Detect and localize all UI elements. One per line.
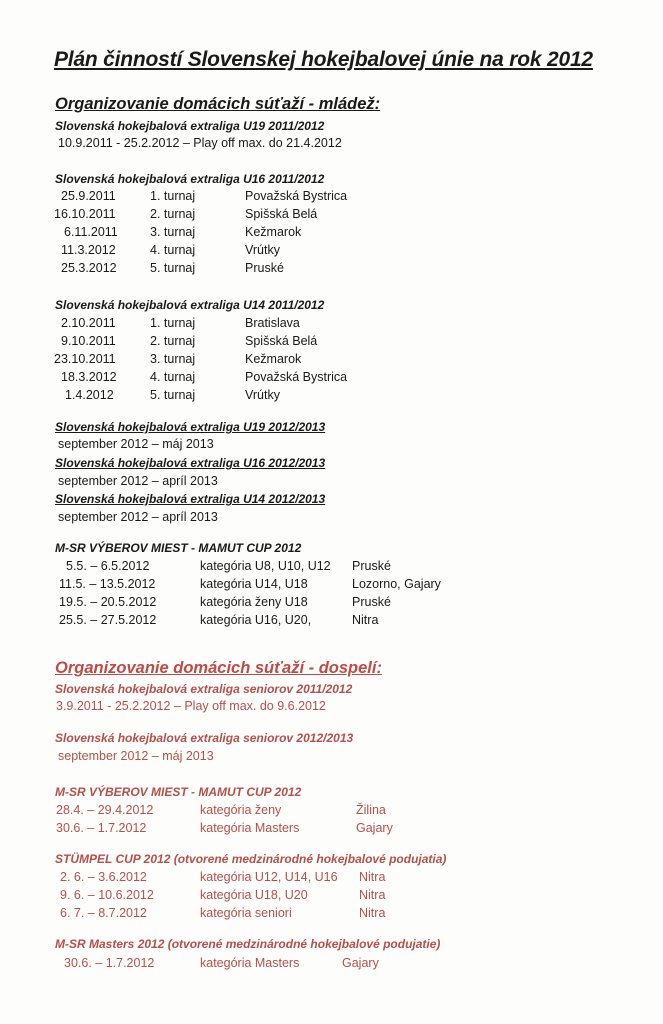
row-date: 30.6. – 1.7.2012 — [64, 956, 155, 970]
masters-title: M-SR Masters 2012 (otvorené medzinárodné hokejbalové podujatie) — [55, 937, 441, 951]
table-row — [0, 225, 663, 243]
u19-2012-title: Slovenská hokejbalová extraliga U19 2012/2013 — [55, 420, 326, 434]
row-place: Spišská Belá — [245, 207, 318, 221]
row-category: kategória U8, U10, U12 — [200, 559, 331, 573]
row-place: Považská Bystrica — [245, 189, 348, 203]
u19-2012-dates: september 2012 – máj 2013 — [58, 437, 214, 451]
row-date: 1.4.2012 — [65, 388, 114, 402]
u16-2012-title: Slovenská hokejbalová extraliga U16 2012/2013 — [55, 456, 326, 470]
table-row — [0, 243, 663, 261]
row-category: kategória U16, U20, — [200, 613, 312, 627]
row-date: 9.10.2011 — [61, 334, 116, 348]
row-place: Považská Bystrica — [245, 370, 348, 384]
row-round: 4. turnaj — [150, 370, 196, 384]
row-date: 23.10.2011 — [54, 352, 116, 366]
row-place: Kežmarok — [245, 352, 302, 366]
row-category: kategória U18, U20 — [200, 888, 308, 902]
table-row — [0, 334, 663, 352]
row-date: 11.5. – 13.5.2012 — [59, 577, 156, 591]
mamut-adult-title: M-SR VÝBEROV MIEST - MAMUT CUP 2012 — [55, 785, 302, 799]
table-row — [0, 207, 663, 225]
row-round: 2. turnaj — [150, 207, 196, 221]
table-row — [0, 956, 663, 974]
table-row — [0, 577, 663, 595]
row-date: 30.6. – 1.7.2012 — [56, 821, 147, 835]
u19-2011-dates: 10.9.2011 - 25.2.2012 – Play off max. do 21.4.2012 — [58, 136, 342, 150]
table-row — [0, 559, 663, 577]
row-place: Gajary — [356, 821, 393, 835]
table-row — [0, 189, 663, 207]
row-category: kategória U12, U14, U16 — [200, 870, 338, 884]
table-row — [0, 888, 663, 906]
row-round: 1. turnaj — [150, 316, 196, 330]
row-place: Pruské — [245, 261, 284, 275]
row-date: 6.11.2011 — [64, 225, 118, 239]
u14-2012-title: Slovenská hokejbalová extraliga U14 2012/2013 — [55, 492, 326, 506]
table-row — [0, 316, 663, 334]
adult-heading: Organizovanie domácich súťaží - dospelí: — [55, 659, 382, 677]
row-round: 3. turnaj — [150, 352, 196, 366]
table-row — [0, 821, 663, 839]
row-place: Gajary — [342, 956, 379, 970]
table-row — [0, 870, 663, 888]
seniors-2012-dates: september 2012 – máj 2013 — [58, 749, 214, 763]
row-place: Kežmarok — [245, 225, 302, 239]
seniors-2012-title: Slovenská hokejbalová extraliga seniorov 2012/2013 — [55, 731, 354, 745]
row-place: Bratislava — [245, 316, 300, 330]
row-category: kategória Masters — [200, 956, 300, 970]
row-round: 5. turnaj — [150, 261, 196, 275]
row-place: Lozorno, Gajary — [352, 577, 441, 591]
row-date: 5.5. – 6.5.2012 — [66, 559, 150, 573]
table-row — [0, 261, 663, 279]
row-date: 2.10.2011 — [61, 316, 116, 330]
row-place: Žilina — [356, 803, 386, 817]
u19-2011-title: Slovenská hokejbalová extraliga U19 2011/2012 — [55, 119, 325, 133]
row-round: 4. turnaj — [150, 243, 196, 257]
row-category: kategória ženy U18 — [200, 595, 308, 609]
row-category: kategória U14, U18 — [200, 577, 308, 591]
stumpel-title: STÜMPEL CUP 2012 (otvorené medzinárodné hokejbalové podujatia) — [55, 852, 447, 866]
row-date: 9. 6. – 10.6.2012 — [60, 888, 154, 902]
youth-heading: Organizovanie domácich súťaží - mládež: — [55, 95, 381, 113]
row-place: Nitra — [359, 870, 386, 884]
table-row — [0, 370, 663, 388]
u14-2012-dates: september 2012 – apríl 2013 — [58, 510, 218, 524]
page-title: Plán činností Slovenskej hokejbalovej únie na rok 2012 — [54, 48, 593, 71]
table-row — [0, 595, 663, 613]
row-date: 16.10.2011 — [54, 207, 116, 221]
table-row — [0, 803, 663, 821]
row-date: 11.3.2012 — [61, 243, 116, 257]
row-date: 18.3.2012 — [61, 370, 117, 384]
row-round: 3. turnaj — [150, 225, 196, 239]
row-place: Pruské — [352, 595, 391, 609]
table-row — [0, 352, 663, 370]
row-date: 25.9.2011 — [61, 189, 116, 203]
row-round: 2. turnaj — [150, 334, 196, 348]
row-round: 5. turnaj — [150, 388, 196, 402]
row-place: Vrútky — [245, 388, 280, 402]
row-category: kategória Masters — [200, 821, 300, 835]
seniors-2011-dates: 3.9.2011 - 25.2.2012 – Play off max. do 9.6.2012 — [56, 699, 326, 713]
table-row — [0, 906, 663, 924]
table-row — [0, 613, 663, 631]
row-category: kategória ženy — [200, 803, 282, 817]
row-date: 25.3.2012 — [61, 261, 117, 275]
row-place: Nitra — [359, 888, 386, 902]
mamut-youth-title: M-SR VÝBEROV MIEST - MAMUT CUP 2012 — [55, 541, 302, 555]
u16-2012-dates: september 2012 – apríl 2013 — [58, 474, 218, 488]
u14-2011-title: Slovenská hokejbalová extraliga U14 2011/2012 — [55, 298, 325, 312]
row-date: 28.4. – 29.4.2012 — [56, 803, 154, 817]
table-row — [0, 388, 663, 406]
row-category: kategória seniori — [200, 906, 292, 920]
row-date: 25.5. – 27.5.2012 — [59, 613, 157, 627]
row-date: 19.5. – 20.5.2012 — [59, 595, 157, 609]
row-place: Nitra — [352, 613, 379, 627]
row-place: Pruské — [352, 559, 391, 573]
row-place: Spišská Belá — [245, 334, 318, 348]
row-round: 1. turnaj — [150, 189, 196, 203]
row-place: Vrútky — [245, 243, 280, 257]
row-date: 6. 7. – 8.7.2012 — [60, 906, 147, 920]
row-place: Nitra — [359, 906, 386, 920]
row-date: 2. 6. – 3.6.2012 — [60, 870, 147, 884]
u16-2011-title: Slovenská hokejbalová extraliga U16 2011/2012 — [55, 172, 325, 186]
seniors-2011-title: Slovenská hokejbalová extraliga seniorov 2011/2012 — [55, 682, 353, 696]
